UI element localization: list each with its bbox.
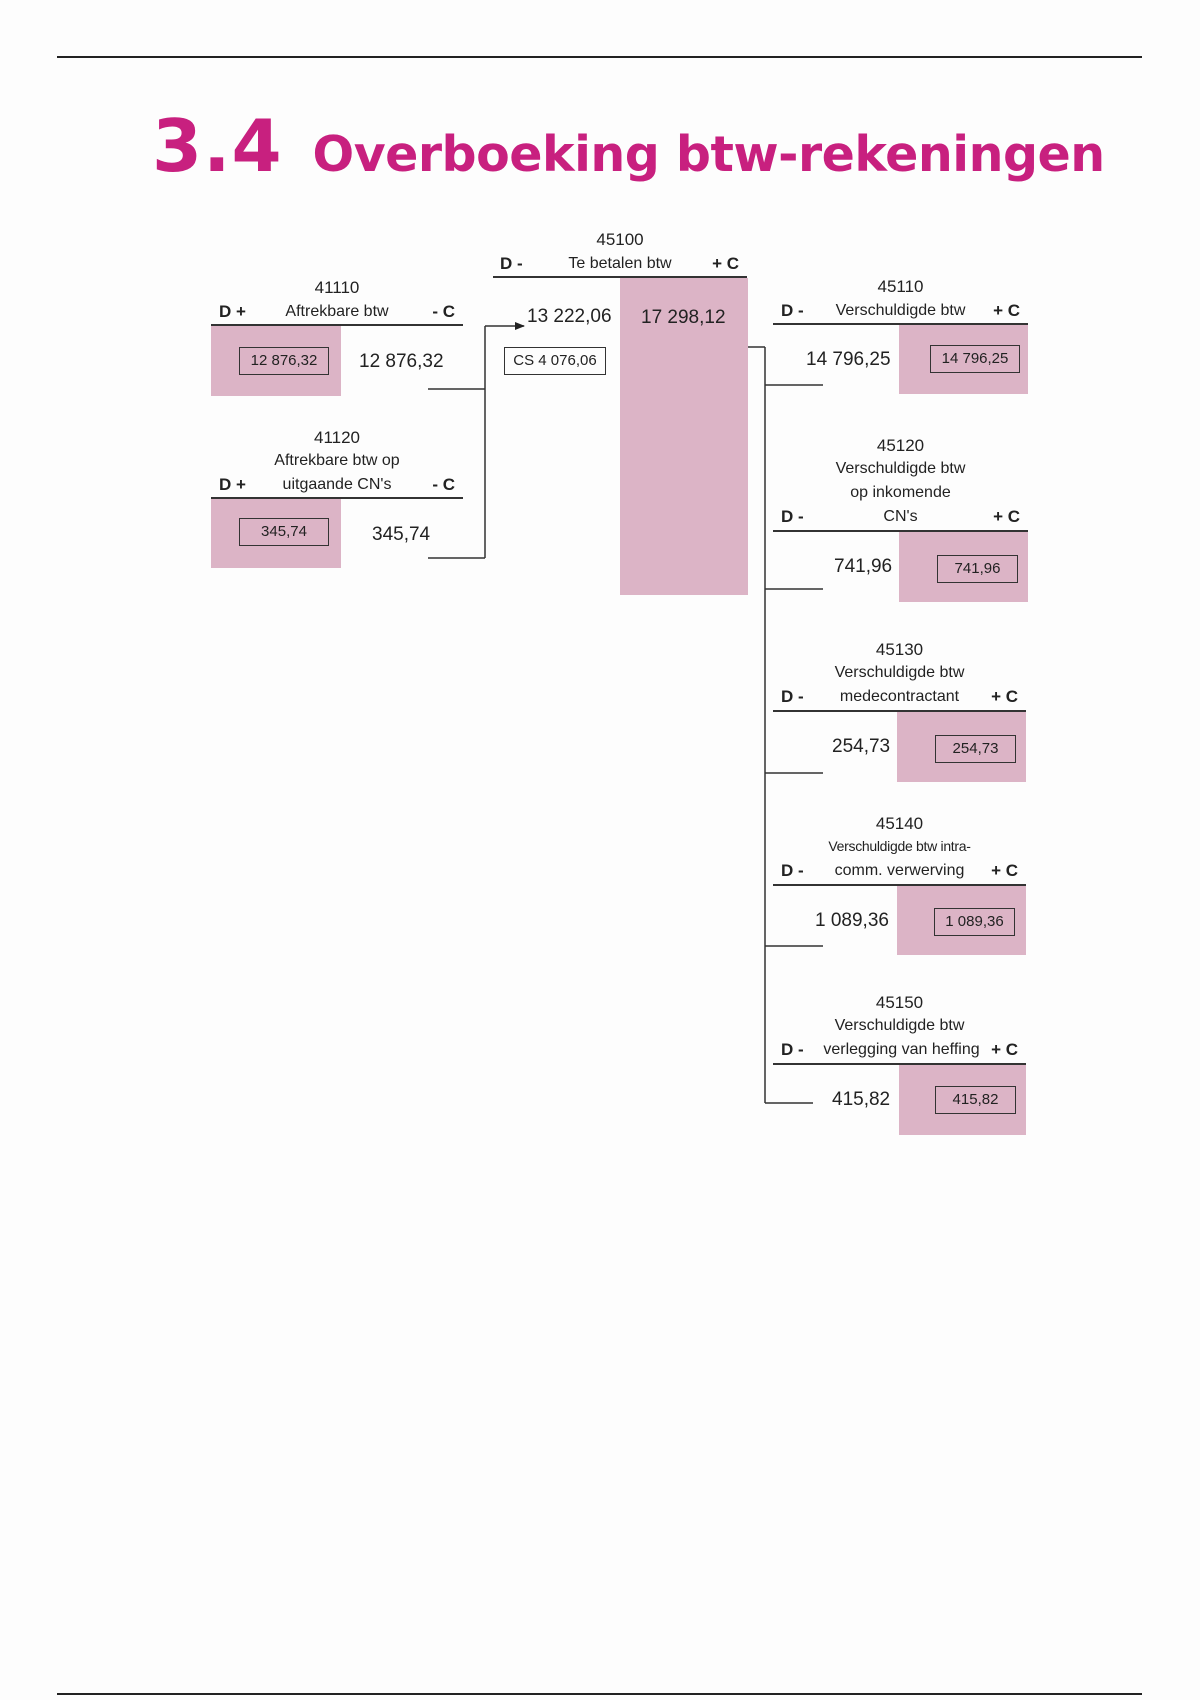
account-name-line-1: Verschuldigde btw intra-: [828, 838, 971, 854]
credit-total-box: 1 089,36: [934, 908, 1015, 936]
section-title: Overboeking btw-rekeningen: [312, 126, 1105, 183]
debit-label: D -: [781, 687, 804, 706]
bottom-rule: [57, 1693, 1142, 1695]
account-code: 45130: [875, 640, 924, 659]
account-45110: [773, 277, 1028, 395]
account-code: 45140: [875, 814, 924, 833]
account-code: 45150: [875, 993, 924, 1012]
debit-amount: 14 796,25: [806, 349, 891, 370]
debit-label: D -: [500, 254, 523, 273]
balance-box: CS 4 076,06: [504, 347, 606, 375]
account-name-line-3: CN's: [883, 508, 918, 525]
account-name-line-2: op inkomende: [850, 484, 951, 501]
account-45130: [773, 640, 1026, 782]
debit-label: D +: [219, 302, 246, 321]
debit-label: D +: [219, 475, 246, 494]
debit-total-box: 12 876,32: [239, 347, 329, 375]
debit-amount: 1 089,36: [815, 910, 889, 931]
debit-amount: 415,82: [832, 1089, 891, 1110]
credit-label: + C: [991, 687, 1018, 706]
credit-label: + C: [993, 507, 1020, 526]
account-code: 41110: [314, 278, 360, 297]
account-45100: [493, 230, 747, 595]
debit-label: D -: [781, 301, 804, 320]
credit-total-box: 741,96: [937, 555, 1018, 583]
credit-label: + C: [991, 1040, 1018, 1059]
account-45150: [773, 993, 1026, 1135]
account-45140: [773, 814, 1026, 955]
account-name: Te betalen btw: [568, 255, 672, 272]
credit-label: + C: [991, 861, 1018, 880]
credit-amount: 17 298,12: [641, 307, 726, 328]
credit-label: + C: [712, 254, 739, 273]
credit-label: + C: [993, 301, 1020, 320]
account-code: 45120: [876, 436, 925, 455]
account-name-line-2: verlegging van heffing: [823, 1041, 980, 1058]
account-45120: [773, 436, 1028, 602]
account-name-line-1: Aftrekbare btw op: [274, 452, 400, 469]
account-name: Aftrekbare btw: [285, 303, 389, 320]
credit-total-box: 415,82: [935, 1086, 1016, 1114]
debit-amount: 13 222,06: [527, 306, 612, 327]
account-41120: [211, 428, 463, 568]
credit-total-box: 14 796,25: [930, 345, 1020, 373]
credit-amount: 12 876,32: [359, 351, 444, 372]
account-41110: [211, 278, 463, 398]
account-name: Verschuldigde btw: [835, 302, 966, 319]
debit-amount: 741,96: [834, 556, 893, 577]
credit-label: - C: [432, 475, 455, 494]
credit-amount: 345,74: [372, 524, 431, 545]
debit-amount: 254,73: [832, 736, 891, 757]
account-code: 45100: [596, 230, 644, 249]
account-code: 45110: [877, 277, 924, 296]
debit-label: D -: [781, 507, 804, 526]
account-name-line-1: Verschuldigde btw: [834, 1017, 965, 1034]
debit-label: D -: [781, 861, 804, 880]
section-number: 3.4: [152, 104, 283, 188]
debit-total-box: 345,74: [239, 518, 329, 546]
debit-label: D -: [781, 1040, 804, 1059]
account-name-line-2: uitgaande CN's: [282, 476, 392, 493]
account-name-line-1: Verschuldigde btw: [835, 460, 966, 477]
credit-total-box: 254,73: [935, 735, 1016, 763]
account-name-line-1: Verschuldigde btw: [834, 664, 965, 681]
account-name-line-2: comm. verwerving: [834, 862, 965, 879]
account-code: 41120: [313, 428, 360, 447]
credit-label: - C: [432, 302, 455, 321]
account-name-line-2: medecontractant: [839, 688, 960, 705]
